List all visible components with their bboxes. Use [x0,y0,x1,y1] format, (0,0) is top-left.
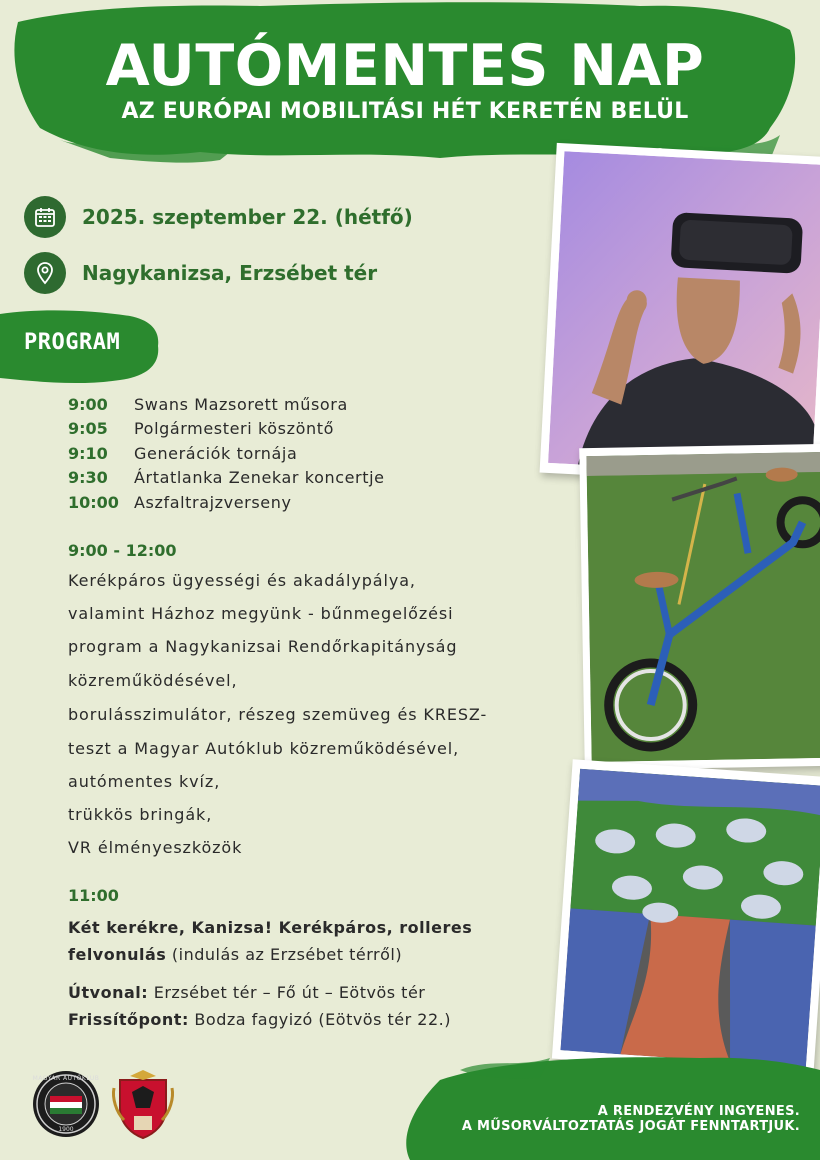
refresh-line [68,1010,451,1029]
bike-photo [579,444,820,770]
schedule-title: Ártatlanka Zenekar koncertje [134,468,385,488]
schedule-title: Generációk tornája [134,443,298,463]
schedule-item [68,392,385,417]
schedule-item [68,490,385,515]
schedule-item [68,417,385,442]
schedule-title: Swans Mazsorett műsora [134,394,348,414]
schedule-time: 9:05 [68,419,108,439]
location-row [24,252,377,294]
activity-line: trükkös bringák, [68,805,213,824]
page-subtitle: AZ EURÓPAI MOBILITÁSI HÉT KERETÉN BELÜL [121,99,689,124]
calendar-icon [24,196,66,238]
activity-line: Kerékpáros ügyességi és akadálypálya, [68,571,416,590]
map-pin-icon [24,252,66,294]
route-line [68,983,425,1002]
block-time-morning: 9:00 - 12:00 [68,541,177,560]
event-location: Nagykanizsa, Erzsébet tér [82,261,378,285]
block-time-parade: 11:00 [68,886,119,905]
schedule-time: 9:00 [68,394,108,414]
route-label: Útvonal: [68,983,149,1002]
autoklub-logo-text: MAGYAR AUTÓKLUB [32,1075,100,1082]
schedule-title: Polgármesteri köszöntő [134,419,334,439]
schedule-item [68,466,385,491]
vr-photo [540,143,820,487]
schedule-time: 9:10 [68,443,108,463]
refresh-value: Bodza fagyizó (Eötvös tér 22.) [188,1010,451,1029]
schedule-title: Aszfaltrajzverseny [134,492,292,512]
activity-line: teszt a Magyar Autóklub közreműködésével, [68,739,460,758]
page-title: AUTÓMENTES NAP [105,33,705,99]
autoklub-logo-year: 1900 [58,1126,74,1133]
schedule-time: 9:30 [68,468,108,488]
parade-title: Két kerékre, Kanizsa! Kerékpáros, rolleres [68,918,473,937]
refresh-label: Frissítőpont: [68,1010,189,1029]
activity-line: valamint Házhoz megyünk - bűnmegelőzési [68,604,454,623]
route-value: Erzsébet tér – Fő út – Eötvös tér [148,983,426,1002]
activity-line: VR élményeszközök [68,838,243,857]
activity-line: borulásszimulátor, részeg szemüveg és KRESZ- [68,705,488,724]
city-coat-of-arms [110,1068,176,1140]
activity-line: közreműködésével, [68,671,238,690]
schedule-list [68,392,385,515]
parade-title-end: felvonulás [68,945,167,964]
event-date: 2025. szeptember 22. (hétfő) [82,205,413,229]
schedule-time: 10:00 [68,492,119,512]
activity-line: program a Nagykanizsai Rendőrkapitányság [68,637,458,656]
footer-disclaimer: A MŰSORVÁLTOZTATÁS JOGÁT FENNTARTJUK. [461,1119,800,1134]
parade-line-2 [68,945,402,964]
schedule-item [68,441,385,466]
program-heading: PROGRAM [24,330,121,355]
footer-free-entry: A RENDEZVÉNY INGYENES. [597,1104,800,1119]
parade-start-note: (indulás az Erzsébet térről) [166,945,403,964]
activity-line: autómentes kvíz, [68,772,221,791]
parade-line-1 [68,918,472,937]
date-row [24,196,413,238]
chalk-drawing-photo [552,759,820,1077]
